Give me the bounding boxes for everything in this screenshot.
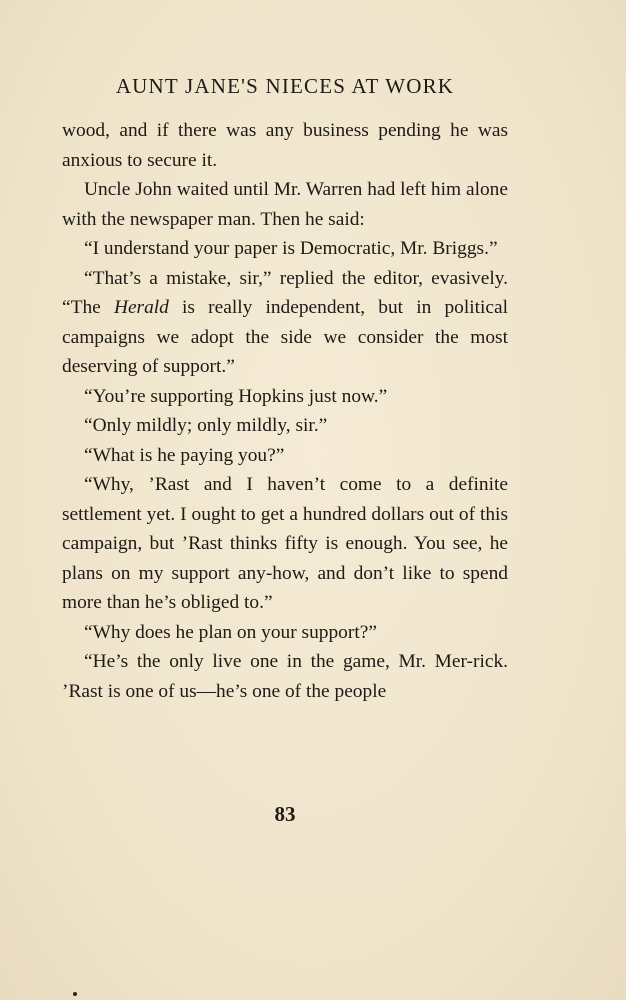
paragraph: “Only mildly; only mildly, sir.”: [84, 415, 328, 436]
ink-speck: [73, 992, 77, 996]
paragraph: “You’re supporting Hopkins just now.”: [84, 385, 388, 407]
paragraph: “Why, ’Rast and I haven’t come to a definite settlement yet. I ought to get a hundred dollars out of this campaign, but ’Rast thinks fifty is enough. You see, he plans on my support any-how, and don’t like to spend more than he’s obliged to.”: [62, 474, 508, 613]
paragraph: wood, and if there was any business pending he was anxious to secure it.: [62, 120, 508, 171]
paragraph: “He’s the only live one in the game, Mr. Mer-rick. ’Rast is one of us—he’s one of the people: [62, 651, 508, 702]
paragraph: “I understand your paper is Democratic, Mr. Briggs.”: [84, 238, 498, 259]
paragraph: “Why does he plan on your support?”: [84, 621, 377, 643]
paragraph: Uncle John waited until Mr. Warren had left him alone with the newspaper man. Then he said:: [62, 179, 508, 230]
body-text: [62, 116, 508, 706]
running-header: AUNT JANE'S NIECES AT WORK: [115, 74, 455, 98]
paragraph: “That’s a mistake, sir,” replied the editor, evasively. “The Herald is really independent, but in political campaigns we adopt the side we consider the most deserving of support.”: [62, 267, 508, 377]
page-number: 83: [274, 802, 296, 826]
paragraph: “What is he paying you?”: [84, 444, 285, 466]
